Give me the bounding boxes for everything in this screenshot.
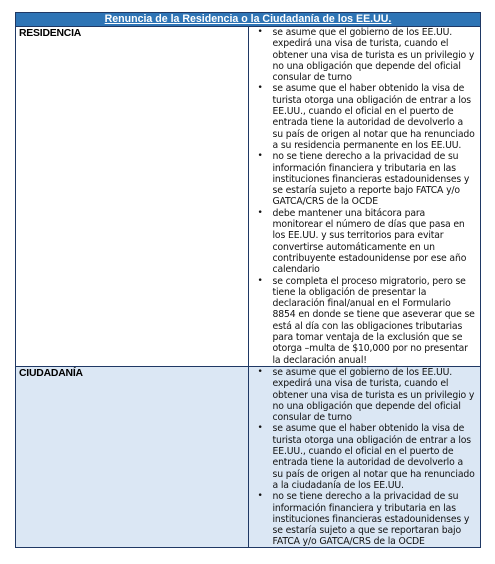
list-item: • debe mantener una bitácora para monitorear el número de días que pasa en los EE.UU. y sus territorios para evitar convertirse automáticamente en un contribuyente estadounidense por ese año calendario [257,207,467,276]
table-row-ciudadania [16,367,481,548]
row-content-residencia [248,27,481,367]
list-item: • se completa el proceso migratorio, pero se tiene la obligación de presentar la declaración final/anual en el Formulario 8854 en donde se tiene que aseverar que se está al día con las obligaciones tributarias para tomar ventaja de la exclusión que se otorga –multa de $10,000 por no presentar la declaración anual! [257,275,475,366]
bullet-icon: • [257,207,263,218]
row-label-residencia: RESIDENCIA [16,27,249,367]
bullet-icon: • [257,423,263,434]
table-row-residencia [16,27,481,367]
bullet-icon: • [257,367,263,377]
list-item: • se asume que el gobierno de los EE.UU. expedirá una visa de turista, cuando el obtener una visa de turista es un privilegio y no una obligación que depende del oficial consular de turno [257,27,475,84]
list-item: • no se tiene derecho a la privacidad de su información financiera y tributaria en las instituciones financieras estadounidenses y se estaría sujeto a reporte bajo FATCA y/o GATCA/CRS de la OCDE [257,151,470,208]
list-item: • no se tiene derecho a la privacidad de su información financiera y tributaria en las instituciones financieras estadounidenses y se estaría sujeto a que se reportaran bajo FATCA y/o GATCA/CRS de la OCDE [257,491,470,547]
bullet-icon: • [257,491,263,502]
document-table-wrapper [15,12,481,548]
row-content-ciudadania [248,367,481,548]
bullet-icon: • [257,151,263,162]
bullet-icon: • [257,83,263,94]
row-label-ciudadania: CIUDADANÍA [16,367,249,548]
list-item: • se asume que el haber obtenido la visa de turista otorga una obligación de entrar a los EE.UU., cuando el oficial en el puerto de entrada tiene la autoridad de devolverlo a su país de origen al notar que ha renunciado a la ciudadanía de los EE.UU. [257,423,475,491]
bullet-icon: • [257,27,263,37]
table-title: Renuncia de la Residencia o la Ciudadanía de los EE.UU. [16,13,481,27]
renunciation-table [15,12,481,548]
bullet-list-ciudadania [249,367,481,547]
list-item: • se asume que el gobierno de los EE.UU. expedirá una visa de turista, cuando el obtener una visa de turista es un privilegio y no una obligación que depende del oficial consular de turno [257,367,475,424]
list-item: • se asume que el haber obtenido la visa de turista otorga una obligación de entrar a los EE.UU., cuando el oficial en el puerto de entrada tiene la autoridad de devolverlo a su país de origen al notar que ha renunciado a su residencia permanente en los EE.UU. [257,83,475,151]
bullet-icon: • [257,275,263,286]
bullet-list-residencia [249,27,481,366]
